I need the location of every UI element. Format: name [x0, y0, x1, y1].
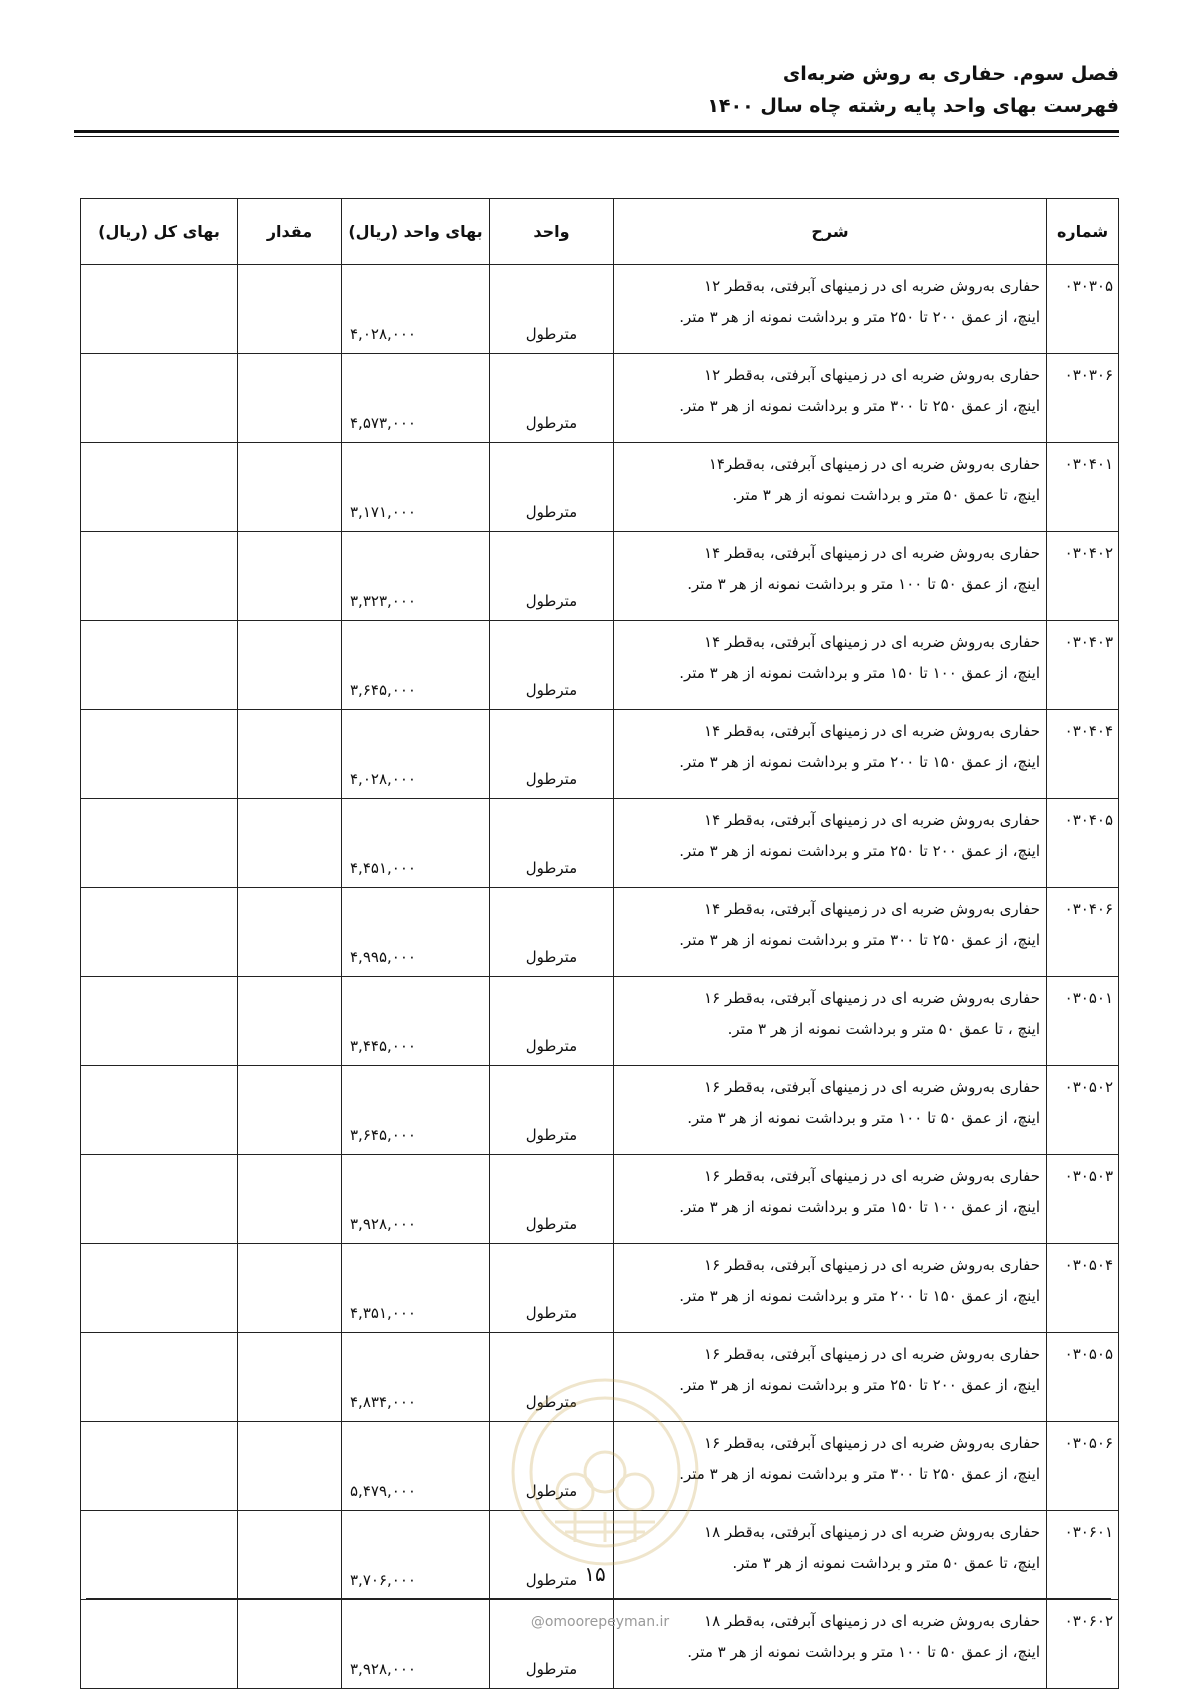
- item-total-price: [81, 1511, 238, 1600]
- item-total-price: [81, 977, 238, 1066]
- item-unit: مترطول: [490, 799, 614, 888]
- table-row: [81, 354, 1119, 443]
- item-unit-price: ۳,۹۲۸,۰۰۰: [342, 1600, 490, 1689]
- item-unit: مترطول: [490, 977, 614, 1066]
- item-description: حفاری به‌روش ضربه ای در زمینهای آبرفتی، به‌قطر ۱۴ اینچ، از عمق ۱۰۰ تا ۱۵۰ متر و برداشت نمونه از هر ۳ متر.: [614, 621, 1047, 710]
- item-unit-price: ۴,۸۳۴,۰۰۰: [342, 1333, 490, 1422]
- item-unit: مترطول: [490, 710, 614, 799]
- item-description: حفاری به‌روش ضربه ای در زمینهای آبرفتی، به‌قطر۱۴ اینچ، تا عمق ۵۰ متر و برداشت نمونه از هر ۳ متر.: [614, 443, 1047, 532]
- item-unit-price: ۴,۴۵۱,۰۰۰: [342, 799, 490, 888]
- item-unit-price: ۳,۳۲۳,۰۰۰: [342, 532, 490, 621]
- header-unit-price: بهای واحد (ریال): [342, 199, 490, 265]
- item-total-price: [81, 888, 238, 977]
- item-unit: مترطول: [490, 1155, 614, 1244]
- item-code: ۰۳۰۴۰۳: [1047, 621, 1119, 710]
- item-code: ۰۳۰۵۰۶: [1047, 1422, 1119, 1511]
- item-code: ۰۳۰۵۰۳: [1047, 1155, 1119, 1244]
- table-row: [81, 1244, 1119, 1333]
- item-code: ۰۳۰۴۰۲: [1047, 532, 1119, 621]
- item-unit-price: ۴,۰۲۸,۰۰۰: [342, 710, 490, 799]
- item-description: حفاری به‌روش ضربه ای در زمینهای آبرفتی، به‌قطر ۱۸ اینچ، تا عمق ۵۰ متر و برداشت نمونه از هر ۳ متر.: [614, 1511, 1047, 1600]
- table-row: [81, 710, 1119, 799]
- item-unit: مترطول: [490, 354, 614, 443]
- page-number: ۱۵: [584, 1562, 606, 1586]
- seal-watermark-icon: [505, 1372, 705, 1572]
- item-quantity: [238, 1511, 342, 1600]
- header-code: شماره: [1047, 199, 1119, 265]
- item-quantity: [238, 443, 342, 532]
- item-description: حفاری به‌روش ضربه ای در زمینهای آبرفتی، به‌قطر ۱۲ اینچ، از عمق ۲۵۰ تا ۳۰۰ متر و برداشت نمونه از هر ۳ متر.: [614, 354, 1047, 443]
- item-unit-price: ۴,۰۲۸,۰۰۰: [342, 265, 490, 354]
- item-quantity: [238, 1333, 342, 1422]
- item-description: حفاری به‌روش ضربه ای در زمینهای آبرفتی، به‌قطر ۱۴ اینچ، از عمق ۲۵۰ تا ۳۰۰ متر و برداشت نمونه از هر ۳ متر.: [614, 888, 1047, 977]
- item-total-price: [81, 1422, 238, 1511]
- table-row: [81, 532, 1119, 621]
- item-description: حفاری به‌روش ضربه ای در زمینهای آبرفتی، به‌قطر ۱۴ اینچ، از عمق ۲۰۰ تا ۲۵۰ متر و برداشت نمونه از هر ۳ متر.: [614, 799, 1047, 888]
- header-total-price: بهای کل (ریال): [81, 199, 238, 265]
- item-description: حفاری به‌روش ضربه ای در زمینهای آبرفتی، به‌قطر ۱۲ اینچ، از عمق ۲۰۰ تا ۲۵۰ متر و برداشت نمونه از هر ۳ متر.: [614, 265, 1047, 354]
- site-watermark: @omoorepeyman.ir: [530, 1614, 670, 1630]
- item-unit-price: ۴,۹۹۵,۰۰۰: [342, 888, 490, 977]
- item-unit: مترطول: [490, 1066, 614, 1155]
- item-total-price: [81, 1600, 238, 1689]
- item-unit-price: ۳,۶۴۵,۰۰۰: [342, 621, 490, 710]
- table-row: [81, 621, 1119, 710]
- item-total-price: [81, 710, 238, 799]
- item-unit: مترطول: [490, 532, 614, 621]
- item-total-price: [81, 799, 238, 888]
- item-quantity: [238, 1600, 342, 1689]
- table-row: [81, 799, 1119, 888]
- item-unit-price: ۳,۷۰۶,۰۰۰: [342, 1511, 490, 1600]
- item-description: حفاری به‌روش ضربه ای در زمینهای آبرفتی، به‌قطر ۱۶ اینچ ، تا عمق ۵۰ متر و برداشت نمونه از هر ۳ متر.: [614, 977, 1047, 1066]
- item-code: ۰۳۰۵۰۱: [1047, 977, 1119, 1066]
- item-total-price: [81, 1155, 238, 1244]
- item-unit: مترطول: [490, 888, 614, 977]
- item-quantity: [238, 1155, 342, 1244]
- item-quantity: [238, 621, 342, 710]
- item-unit-price: ۴,۳۵۱,۰۰۰: [342, 1244, 490, 1333]
- item-total-price: [81, 1244, 238, 1333]
- item-unit-price: ۵,۴۷۹,۰۰۰: [342, 1422, 490, 1511]
- table-row: [81, 1155, 1119, 1244]
- item-quantity: [238, 532, 342, 621]
- item-total-price: [81, 621, 238, 710]
- chapter-title: فصل سوم. حفاری به روش ضربه‌ای: [782, 63, 1119, 85]
- item-unit-price: ۳,۹۲۸,۰۰۰: [342, 1155, 490, 1244]
- page-header: [707, 58, 1119, 122]
- item-unit: مترطول: [490, 265, 614, 354]
- item-description: حفاری به‌روش ضربه ای در زمینهای آبرفتی، به‌قطر ۱۴ اینچ، از عمق ۱۵۰ تا ۲۰۰ متر و برداشت نمونه از هر ۳ متر.: [614, 710, 1047, 799]
- item-quantity: [238, 265, 342, 354]
- item-total-price: [81, 354, 238, 443]
- item-description: حفاری به‌روش ضربه ای در زمینهای آبرفتی، به‌قطر ۱۴ اینچ، از عمق ۵۰ تا ۱۰۰ متر و برداشت نمونه از هر ۳ متر.: [614, 532, 1047, 621]
- item-unit-price: ۳,۱۷۱,۰۰۰: [342, 443, 490, 532]
- header-quantity: مقدار: [238, 199, 342, 265]
- item-quantity: [238, 1066, 342, 1155]
- item-total-price: [81, 265, 238, 354]
- item-total-price: [81, 532, 238, 621]
- header-description: شرح: [614, 199, 1047, 265]
- item-quantity: [238, 1422, 342, 1511]
- item-unit: مترطول: [490, 621, 614, 710]
- table-row: [81, 265, 1119, 354]
- item-description: حفاری به‌روش ضربه ای در زمینهای آبرفتی، به‌قطر ۱۶ اینچ، از عمق ۱۰۰ تا ۱۵۰ متر و برداشت نمونه از هر ۳ متر.: [614, 1155, 1047, 1244]
- item-code: ۰۳۰۴۰۶: [1047, 888, 1119, 977]
- table-row: [81, 888, 1119, 977]
- item-description: حفاری به‌روش ضربه ای در زمینهای آبرفتی، به‌قطر ۱۶ اینچ، از عمق ۲۵۰ تا ۳۰۰ متر و برداشت نمونه از هر ۳ متر.: [614, 1422, 1047, 1511]
- item-unit: مترطول: [490, 1333, 614, 1422]
- table-row: [81, 977, 1119, 1066]
- item-code: ۰۳۰۵۰۴: [1047, 1244, 1119, 1333]
- item-code: ۰۳۰۴۰۵: [1047, 799, 1119, 888]
- table-header-row: [81, 199, 1119, 265]
- item-unit: مترطول: [490, 1511, 614, 1600]
- item-unit: مترطول: [490, 443, 614, 532]
- item-quantity: [238, 710, 342, 799]
- item-quantity: [238, 888, 342, 977]
- document-title: فهرست بهای واحد پایه رشته چاه سال ۱۴۰۰: [707, 95, 1119, 117]
- item-quantity: [238, 977, 342, 1066]
- item-unit: مترطول: [490, 1422, 614, 1511]
- item-description: حفاری به‌روش ضربه ای در زمینهای آبرفتی، به‌قطر ۱۸ اینچ، از عمق ۵۰ تا ۱۰۰ متر و برداشت نمونه از هر ۳ متر.: [614, 1600, 1047, 1689]
- item-total-price: [81, 1333, 238, 1422]
- item-code: ۰۳۰۳۰۶: [1047, 354, 1119, 443]
- item-quantity: [238, 354, 342, 443]
- item-code: ۰۳۰۳۰۵: [1047, 265, 1119, 354]
- footer-rule: [86, 1598, 1111, 1599]
- item-unit-price: ۳,۶۴۵,۰۰۰: [342, 1066, 490, 1155]
- item-quantity: [238, 1244, 342, 1333]
- header-unit: واحد: [490, 199, 614, 265]
- item-total-price: [81, 1066, 238, 1155]
- item-unit: مترطول: [490, 1244, 614, 1333]
- item-code: ۰۳۰۶۰۲: [1047, 1600, 1119, 1689]
- table-row: [81, 1066, 1119, 1155]
- item-code: ۰۳۰۵۰۵: [1047, 1333, 1119, 1422]
- item-code: ۰۳۰۵۰۲: [1047, 1066, 1119, 1155]
- item-total-price: [81, 443, 238, 532]
- item-description: حفاری به‌روش ضربه ای در زمینهای آبرفتی، به‌قطر ۱۶ اینچ، از عمق ۱۵۰ تا ۲۰۰ متر و برداشت نمونه از هر ۳ متر.: [614, 1244, 1047, 1333]
- header-rule-thick: [74, 130, 1119, 133]
- table-row: [81, 443, 1119, 532]
- item-description: حفاری به‌روش ضربه ای در زمینهای آبرفتی، به‌قطر ۱۶ اینچ، از عمق ۲۰۰ تا ۲۵۰ متر و برداشت نمونه از هر ۳ متر.: [614, 1333, 1047, 1422]
- item-unit: مترطول: [490, 1600, 614, 1689]
- item-unit-price: ۴,۵۷۳,۰۰۰: [342, 354, 490, 443]
- item-quantity: [238, 799, 342, 888]
- item-code: ۰۳۰۴۰۱: [1047, 443, 1119, 532]
- header-rule-thin: [74, 136, 1119, 137]
- item-unit-price: ۳,۴۴۵,۰۰۰: [342, 977, 490, 1066]
- table-row: [81, 1600, 1119, 1689]
- item-description: حفاری به‌روش ضربه ای در زمینهای آبرفتی، به‌قطر ۱۶ اینچ، از عمق ۵۰ تا ۱۰۰ متر و برداشت نمونه از هر ۳ متر.: [614, 1066, 1047, 1155]
- item-code: ۰۳۰۴۰۴: [1047, 710, 1119, 799]
- item-code: ۰۳۰۶۰۱: [1047, 1511, 1119, 1600]
